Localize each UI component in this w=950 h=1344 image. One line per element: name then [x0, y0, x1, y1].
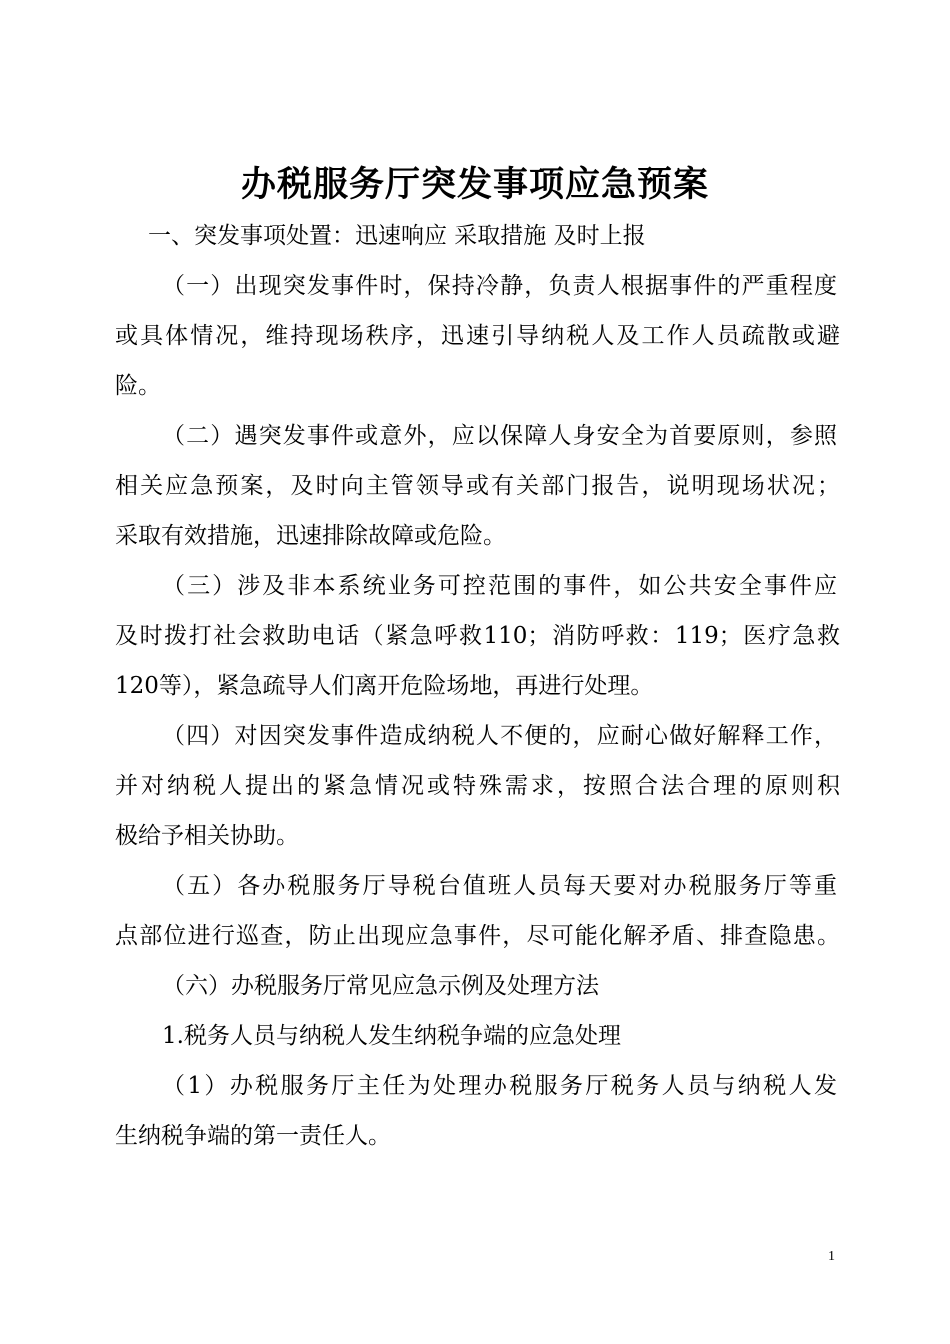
subsection-heading: （六）办税服务厅常见应急示例及处理方法	[162, 973, 599, 999]
page-number: 1	[828, 1249, 835, 1264]
paragraph-line: 相关应急预案，及时向主管领导或有关部门报告，说明现场状况；	[115, 473, 840, 499]
paragraph-line: 采取有效措施，迅速排除故障或危险。	[115, 523, 506, 549]
paragraph-line: 点部位进行巡查，防止出现应急事件，尽可能化解矛盾、排查隐患。	[115, 923, 840, 949]
paragraph-line: （三）涉及非本系统业务可控范围的事件，如公共安全事件应	[162, 573, 837, 599]
paragraph-line: （1）办税服务厅主任为处理办税服务厅税务人员与纳税人发	[162, 1073, 837, 1099]
item-heading: 1.税务人员与纳税人发生纳税争端的应急处理	[162, 1023, 621, 1049]
paragraph-line: 并对纳税人提出的紧急情况或特殊需求，按照合法合理的原则积	[115, 773, 840, 799]
document-title: 办税服务厅突发事项应急预案	[240, 164, 709, 205]
paragraph-line: 及时拨打社会救助电话（紧急呼救110；消防呼救：119；医疗急救	[115, 623, 840, 649]
paragraph-line: 生纳税争端的第一责任人。	[115, 1123, 391, 1149]
paragraph-line: 极给予相关协助。	[115, 823, 299, 849]
paragraph-line: （四）对因突发事件造成纳税人不便的，应耐心做好解释工作，	[162, 723, 837, 749]
paragraph-line: 或具体情况，维持现场秩序，迅速引导纳税人及工作人员疏散或避	[115, 323, 840, 349]
paragraph-line: 险。	[115, 373, 161, 399]
paragraph-line: （一）出现突发事件时，保持冷静，负责人根据事件的严重程度	[162, 273, 837, 299]
paragraph-line: （五）各办税服务厅导税台值班人员每天要对办税服务厅等重	[162, 873, 837, 899]
paragraph-line: （二）遇突发事件或意外，应以保障人身安全为首要原则，参照	[162, 423, 837, 449]
section-heading: 一、突发事项处置：迅速响应 采取措施 及时上报	[148, 223, 646, 249]
paragraph-line: 120等），紧急疏导人们离开危险场地，再进行处理。	[115, 673, 654, 699]
